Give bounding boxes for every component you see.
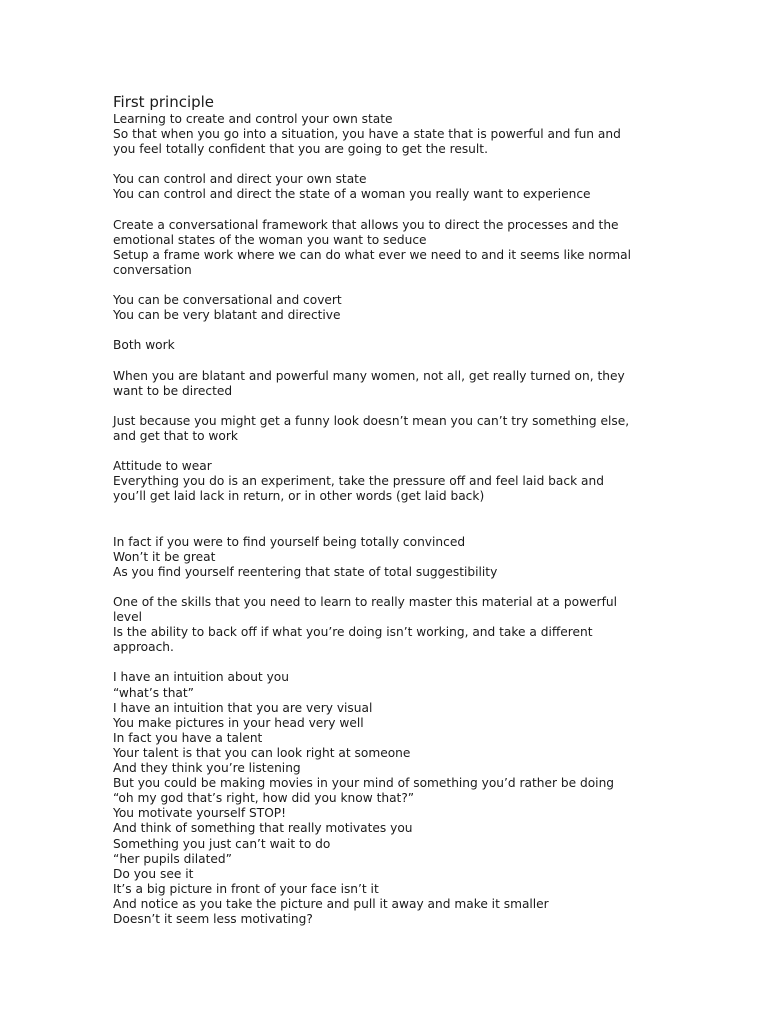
- text-line: In fact you have a talent: [113, 730, 263, 745]
- text-line: It’s a big picture in front of your face isn’t it: [113, 881, 379, 896]
- text-line: Do you see it: [113, 866, 194, 881]
- text-line: Setup a frame work where we can do what ever we need to and it seems like normal: [113, 247, 631, 262]
- text-line: Is the ability to back off if what you’re doing isn’t working, and take a different: [113, 625, 593, 640]
- blank-line: [113, 655, 653, 670]
- blank-line: [113, 323, 653, 338]
- blank-line: [113, 354, 653, 369]
- text-line: approach.: [113, 640, 174, 655]
- text-line: I have an intuition about you: [113, 670, 289, 685]
- text-line: Both work: [113, 338, 175, 353]
- text-line: I have an intuition that you are very visual: [113, 700, 373, 715]
- text-line: Attitude to wear: [113, 459, 212, 474]
- blank-line: [113, 157, 653, 172]
- text-line: In fact if you were to find yourself being totally convinced: [113, 534, 466, 549]
- text-line: you feel totally confident that you are going to get the result.: [113, 142, 488, 157]
- text-line: Won’t it be great: [113, 549, 216, 564]
- text-line: And notice as you take the picture and pull it away and make it smaller: [113, 896, 549, 911]
- text-line: Something you just can’t wait to do: [113, 836, 331, 851]
- text-line: and get that to work: [113, 428, 238, 443]
- blank-line: [113, 444, 653, 459]
- text-line: One of the skills that you need to learn to really master this material at a powerful: [113, 595, 617, 609]
- document-page: [113, 92, 653, 927]
- text-line: You can be conversational and covert: [113, 293, 342, 308]
- text-line: You motivate yourself STOP!: [113, 806, 287, 821]
- text-line: You can control and direct the state of a woman you really want to experience: [113, 187, 591, 202]
- text-line: Your talent is that you can look right at someone: [113, 745, 411, 760]
- text-line: conversation: [113, 262, 192, 277]
- text-line: Just because you might get a funny look doesn’t mean you can’t try something else,: [113, 413, 630, 428]
- text-line: Everything you do is an experiment, take the pressure off and feel laid back and: [113, 474, 604, 489]
- text-line: want to be directed: [113, 383, 233, 398]
- document-title: First principle: [113, 93, 215, 111]
- text-line: When you are blatant and powerful many women, not all, get really turned on, they: [113, 368, 625, 383]
- text-line: level: [113, 610, 142, 625]
- text-line: You make pictures in your head very well: [113, 715, 364, 730]
- text-line: “what’s that”: [113, 685, 194, 700]
- text-line: Doesn’t it seem less motivating?: [113, 911, 313, 926]
- text-line: Learning to create and control your own state: [113, 112, 393, 126]
- text-line: Create a conversational framework that allows you to direct the processes and the: [113, 217, 619, 232]
- blank-line: [113, 399, 653, 414]
- text-line: emotional states of the woman you want to seduce: [113, 232, 427, 247]
- text-line: But you could be making movies in your mind of something you’d rather be doing: [113, 776, 615, 791]
- text-line: You can control and direct your own state: [113, 172, 367, 187]
- text-line: As you find yourself reentering that state of total suggestibility: [113, 564, 498, 579]
- blank-line: [113, 504, 653, 519]
- document-body: [113, 112, 653, 927]
- blank-line: [113, 203, 653, 218]
- blank-line: [113, 580, 653, 595]
- text-line: And think of something that really motivates you: [113, 821, 413, 836]
- blank-line: [113, 520, 653, 535]
- text-line: And they think you’re listening: [113, 761, 301, 776]
- text-line: You can be very blatant and directive: [113, 308, 341, 323]
- text-line: “oh my god that’s right, how did you know that?”: [113, 791, 415, 806]
- text-line: you’ll get laid lack in return, or in other words (get laid back): [113, 489, 485, 504]
- text-line: “her pupils dilated”: [113, 851, 232, 866]
- blank-line: [113, 278, 653, 293]
- text-line: So that when you go into a situation, you have a state that is powerful and fun and: [113, 127, 621, 142]
